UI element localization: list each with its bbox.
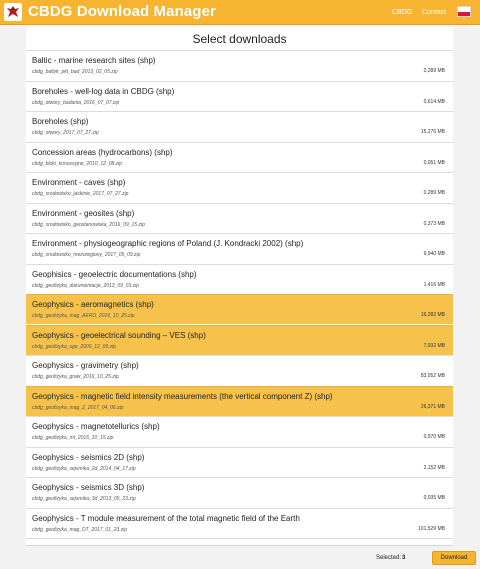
download-item-name: Geophysics - geoelectrical sounding – VES (shp) <box>32 331 206 340</box>
download-item-size: 0,970 MB <box>423 434 445 440</box>
download-item-size: 26,371 MB <box>420 404 445 410</box>
download-item-filename: cbdg_geofizyka_sejsmika_2d_2014_04_17.zip <box>32 466 136 472</box>
download-item-filename: cbdg_geofizyka_mag_DT_2017_01_23.zip <box>32 527 128 533</box>
download-item-filename: cbdg_srodowisko_jaskinie_2017_07_27.zip <box>32 191 129 197</box>
download-item-name: Environment - physiogeographic regions of Poland (J. Kondracki 2002) (shp) <box>32 239 304 248</box>
download-item-filename: cbdg_geofizyka_sge_2009_12_09.zip <box>32 344 116 350</box>
download-item-name: Geophysics - magnetotellurics (shp) <box>32 422 160 431</box>
page-title: Select downloads <box>192 32 287 46</box>
download-item[interactable] <box>26 386 453 416</box>
download-item-size: 101,529 MB <box>418 526 445 532</box>
download-item[interactable] <box>26 447 453 477</box>
download-item[interactable] <box>26 416 453 446</box>
download-item[interactable] <box>26 355 453 385</box>
download-item-name: Geophysics - seismics 3D (shp) <box>32 483 145 492</box>
download-item-filename: cbdg_geofizyka_graw_2016_10_25.zip <box>32 374 119 380</box>
download-item[interactable] <box>26 50 453 80</box>
download-item-name: Environment - geosites (shp) <box>32 209 135 218</box>
download-item-name: Baltic - marine research sites (shp) <box>32 56 156 65</box>
download-button[interactable]: Download <box>432 551 476 565</box>
download-item-filename: cbdg_otwory_badania_2016_07_07.zip <box>32 100 120 106</box>
selected-count: 3 <box>402 555 406 561</box>
nav-link-contact[interactable]: Contact <box>422 9 447 16</box>
download-item-size: 0,289 MB <box>423 68 445 74</box>
download-item[interactable] <box>26 264 453 294</box>
download-item[interactable] <box>26 172 453 202</box>
download-item-name: Boreholes - well-log data in CBDG (shp) <box>32 87 175 96</box>
download-item-filename: cbdg_baltyk_pkt_bad_2013_02_05.zip <box>32 69 118 75</box>
download-item-name: Geophysics - aeromagnetics (shp) <box>32 300 154 309</box>
downloads-panel <box>26 27 453 569</box>
download-item[interactable] <box>26 81 453 111</box>
download-item[interactable] <box>26 233 453 263</box>
download-item-filename: cbdg_geofizyka_mag_Z_2017_04_06.zip <box>32 405 124 411</box>
download-item-filename: cbdg_srodowisko_geostanowiska_2016_09_15.zip <box>32 222 145 228</box>
download-item-name: Geophysics - seismics 2D (shp) <box>32 453 145 462</box>
download-item-size: 15,276 MB <box>420 129 445 135</box>
download-item-size: 0,289 MB <box>423 190 445 196</box>
download-item[interactable] <box>26 294 453 324</box>
download-item-size: 7,932 MB <box>423 343 445 349</box>
download-item-filename: cbdg_otwory_2017_07_27.zip <box>32 130 99 136</box>
selected-label: Selected: <box>376 555 402 561</box>
download-item-size: 0,035 MB <box>423 495 445 501</box>
download-item-name: Boreholes (shp) <box>32 117 89 126</box>
download-item-filename: cbdg_geofizyka_mt_2016_10_15.zip <box>32 435 114 441</box>
footer-bar <box>26 545 468 569</box>
download-item-name: Geophysics - T module measurement of the total magnetic field of the Earth <box>32 514 300 523</box>
app-title: CBDG Download Manager <box>28 3 216 20</box>
download-item-filename: cbdg_geofizyka_mag_AERO_2016_10_25.zip <box>32 313 135 319</box>
download-item-size: 0,051 MB <box>423 160 445 166</box>
download-item-size: 16,282 MB <box>420 312 445 318</box>
download-item-name: Geophysics - gravimetry (shp) <box>32 361 139 370</box>
download-item-size: 0,373 MB <box>423 221 445 227</box>
top-bar <box>0 0 480 25</box>
download-item[interactable] <box>26 111 453 141</box>
download-item-name: Geophysics - magnetic field intensity measurements (the vertical component Z) (shp) <box>32 392 333 401</box>
download-item-filename: cbdg_srodowisko_mezoregiony_2017_05_09.zip <box>32 252 141 258</box>
download-item-size: 2,152 MB <box>423 465 445 471</box>
download-item-size: 0,614 MB <box>423 99 445 105</box>
download-item-filename: cbdg_bloki_koncesyjne_2010_12_08.zip <box>32 161 123 167</box>
eagle-logo-icon[interactable] <box>3 2 23 22</box>
download-item-size: 83,052 MB <box>420 373 445 379</box>
nav-link-cbdg[interactable]: CBDG <box>392 9 413 16</box>
download-item-name: Geophisics - geoelectric documentations (shp) <box>32 270 197 279</box>
download-item-name: Environment - caves (shp) <box>32 178 126 187</box>
download-item-name: Concession areas (hydrocarbons) (shp) <box>32 148 173 157</box>
download-item[interactable] <box>26 142 453 172</box>
poland-flag-icon[interactable] <box>457 6 471 17</box>
download-item-filename: cbdg_geofizyka_dokumentacje_2013_09_03.zip <box>32 283 140 289</box>
download-item-size: 1,416 MB <box>423 282 445 288</box>
download-item[interactable] <box>26 477 453 507</box>
download-item-size: 9,940 MB <box>423 251 445 257</box>
download-item[interactable] <box>26 203 453 233</box>
download-item-filename: cbdg_geofizyka_sejsmika_3d_2013_05_23.zip <box>32 496 136 502</box>
download-item[interactable] <box>26 508 453 538</box>
download-item[interactable] <box>26 325 453 355</box>
